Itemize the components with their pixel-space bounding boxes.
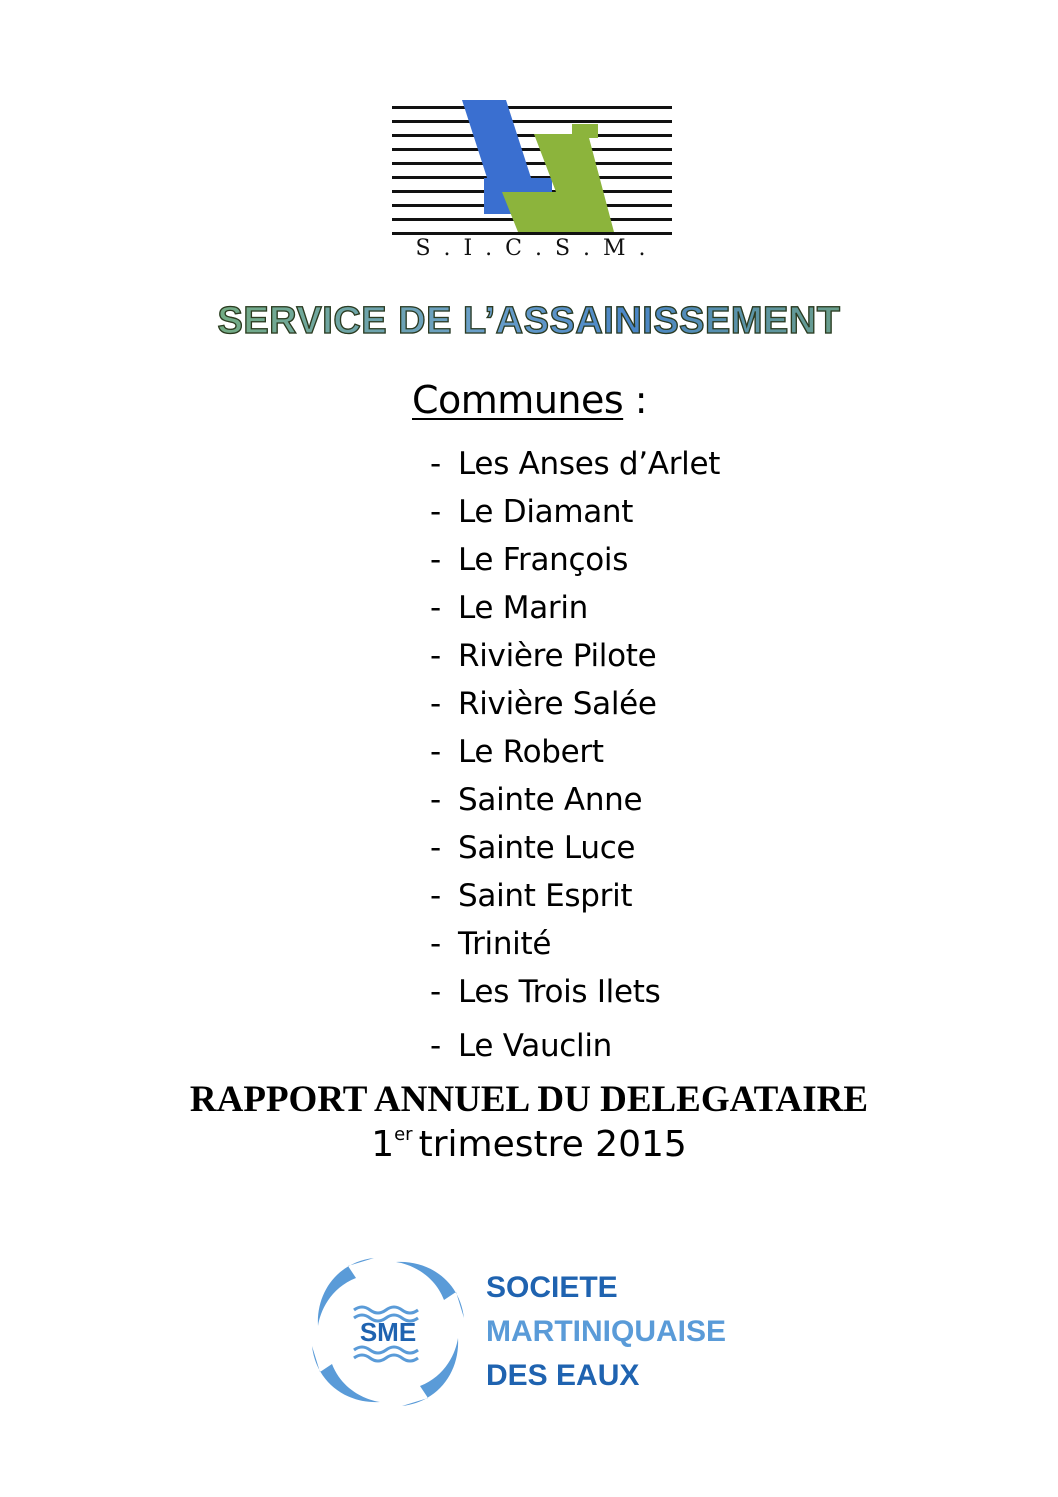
sme-line-des-eaux: DES EAUX [486, 1359, 640, 1392]
list-item [430, 536, 720, 584]
report-period [0, 1124, 1058, 1165]
list-dash: - [430, 542, 441, 578]
list-item [430, 680, 720, 728]
list-dash: - [430, 494, 441, 530]
list-item [430, 872, 720, 920]
sme-line-societe: SOCIETE [486, 1271, 618, 1304]
list-item [430, 1022, 720, 1070]
list-dash: - [430, 686, 441, 722]
page-title: SERVICE DE L’ASSAINISSEMENT [0, 300, 1058, 343]
list-dash: - [430, 782, 441, 818]
list-item [430, 584, 720, 632]
sme-line-martiniquaise: MARTINIQUAISE [486, 1315, 726, 1348]
commune-name: Trinité [458, 926, 552, 962]
report-title: RAPPORT ANNUEL DU DELEGATAIRE [189, 1079, 869, 1120]
list-dash: - [430, 446, 441, 482]
sicsm-logo-label: S . I . C . S . M . [415, 236, 649, 261]
period-text: trimestre 2015 [418, 1124, 687, 1165]
sme-company-name [486, 1266, 726, 1398]
list-item [430, 488, 720, 536]
commune-name: Sainte Luce [458, 830, 636, 866]
list-item [430, 440, 720, 488]
commune-name: Rivière Pilote [458, 638, 657, 674]
commune-name: Sainte Anne [458, 782, 643, 818]
list-item [430, 920, 720, 968]
list-dash: - [430, 590, 441, 626]
list-item [430, 824, 720, 872]
commune-name: Saint Esprit [458, 878, 633, 914]
commune-name: Le Vauclin [458, 1028, 613, 1064]
commune-name: Le Marin [458, 590, 589, 626]
commune-name: Les Trois Ilets [458, 974, 661, 1010]
sme-logo-block [308, 1252, 748, 1412]
commune-name: Le Diamant [458, 494, 634, 530]
list-item [430, 632, 720, 680]
list-dash: - [430, 1028, 441, 1064]
commune-list [430, 440, 720, 1070]
list-dash: - [430, 878, 441, 914]
communes-heading-colon: : [623, 378, 648, 422]
sme-badge-text: SME [359, 1317, 417, 1347]
commune-name: Le Robert [458, 734, 604, 770]
period-suffix: er [394, 1124, 413, 1145]
list-item [430, 968, 720, 1016]
list-dash: - [430, 974, 441, 1010]
list-dash: - [430, 734, 441, 770]
list-dash: - [430, 926, 441, 962]
commune-name: Rivière Salée [458, 686, 657, 722]
commune-name: Le François [458, 542, 629, 578]
list-dash: - [430, 830, 441, 866]
list-item [430, 728, 720, 776]
commune-name: Les Anses d’Arlet [458, 446, 721, 482]
communes-heading [412, 378, 647, 422]
list-dash: - [430, 638, 441, 674]
communes-heading-text: Communes [412, 378, 624, 422]
period-number: 1 [371, 1124, 395, 1165]
list-item [430, 776, 720, 824]
sme-wave-logo-icon [308, 1252, 468, 1412]
